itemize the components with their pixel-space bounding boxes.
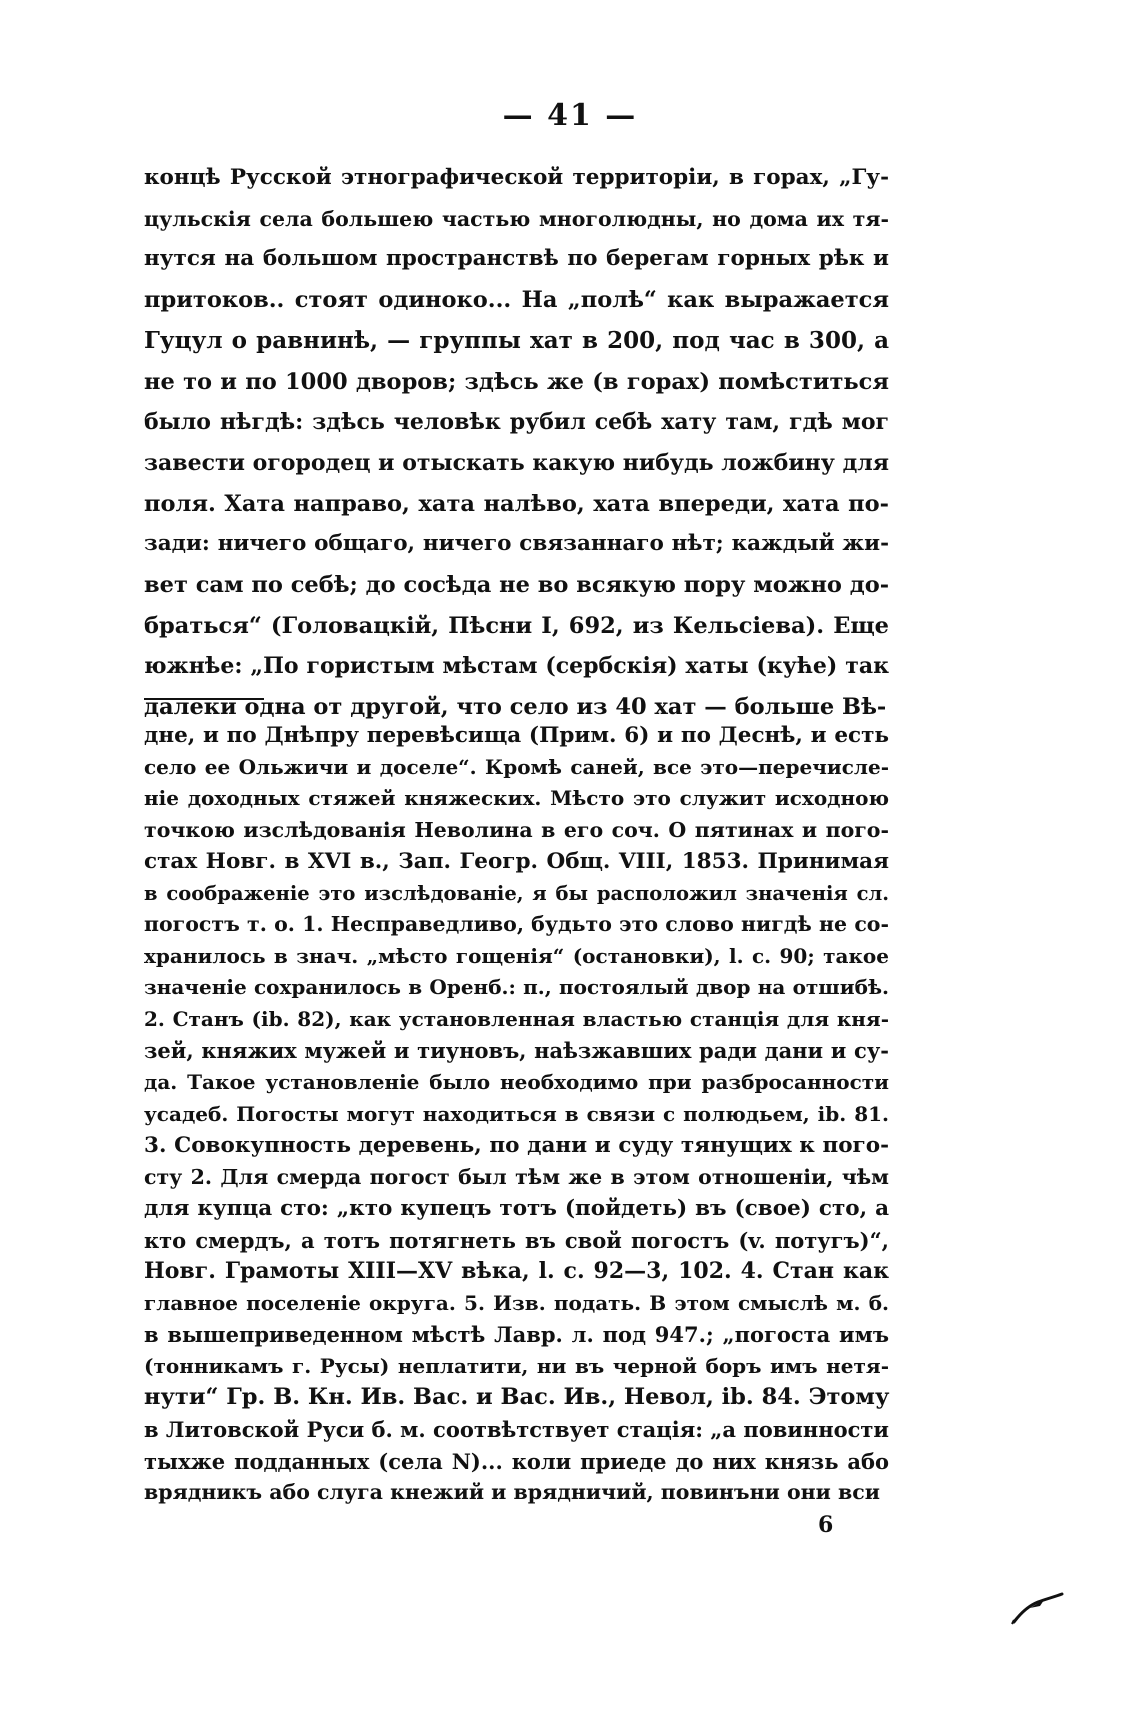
footnote-line: 3. Совокупность деревень, по дани и суду тянущих к пого- <box>144 1133 889 1159</box>
footnote-line: зей, княжих мужей и тиуновъ, наѣзжавших ради дани и су- <box>144 1038 889 1064</box>
footnote-line: село ее Ольжичи и доселе“. Кромѣ саней, все это—перечисле- <box>144 754 889 779</box>
footnote-line: для купца сто: „кто купецъ тотъ (пойдеть) въ (свое) сто, а <box>144 1196 889 1222</box>
footnote-text <box>144 720 889 1509</box>
main-text-line: было нѣгдѣ: здѣсь человѣк рубил себѣ хату там, гдѣ мог <box>144 409 889 436</box>
main-text-line: Гуцул о равнинѣ, — группы хат в 200, под час в 300, а <box>144 326 889 354</box>
main-text-line: зади: ничего общаго, ничего связаннаго нѣт; каждый жи- <box>144 531 889 557</box>
footnote-separator <box>144 698 264 700</box>
main-text-line: далеки одна от другой, что село из 40 хат — больше Вѣ- <box>144 694 887 721</box>
footnote-line: в вышеприведенном мѣстѣ Лавр. л. под 947.; „погоста имъ <box>144 1322 889 1348</box>
page-number: — 41 — <box>502 98 638 133</box>
footnote-line: в Литовской Руси б. м. соотвѣтствует стація: „а повинности <box>144 1417 889 1443</box>
main-text-line: нутся на большом пространствѣ по берегам горных рѣк и <box>144 246 889 272</box>
footnote-line: усадеб. Погосты могут находиться в связи с полюдьем, ib. 81. <box>144 1101 889 1126</box>
footnote-line: ніе доходных стяжей княжеских. Мѣсто это служит исходною <box>144 786 889 811</box>
footnote-line: нути“ Гр. В. Кн. Ив. Вас. и Вас. Ив., Невол, ib. 84. Этому <box>144 1384 890 1411</box>
main-text-line: южнѣе: „По гористым мѣстам (сербскія) хаты (куће) так <box>144 653 889 680</box>
footnote-line: хранилось в знач. „мѣсто гощенія“ (остановки), l. c. 90; такое <box>144 943 889 968</box>
main-text-line: цульскія села большею частью многолюдны, но дома их тя- <box>144 206 889 231</box>
pen-stroke-mark <box>1010 1592 1064 1626</box>
main-text-line: не то и по 1000 дворов; здѣсь же (в горах) помѣститься <box>144 368 889 395</box>
footnote-line: точкою изслѣдованія Неволина в его соч. О пятинах и пого- <box>144 817 889 842</box>
main-text-line: концѣ Русской этнографической территоріи, в горах, „Гу- <box>144 165 889 190</box>
main-text <box>144 158 889 728</box>
footnote-line: 2. Станъ (ib. 82), как установленная властью станція для кня- <box>144 1006 889 1031</box>
footnote-line: (тонникамъ г. Русы) неплатити, ни въ черной боръ имъ нетя- <box>144 1353 889 1378</box>
main-text-line: поля. Хата направо, хата налѣво, хата впереди, хата по- <box>144 490 889 517</box>
footnote-line: дне, и по Днѣпру перевѣсища (Прим. 6) и по Деснѣ, и есть <box>144 723 889 748</box>
footnote-line: тыхже подданных (села N)... коли приеде до них князь або <box>144 1448 889 1474</box>
footnote-line: кто смердъ, а тотъ потягнеть въ свой погостъ (v. потугъ)“, <box>144 1227 889 1253</box>
footnote-line: да. Такое установленіе было необходимо при разбросанности <box>144 1070 889 1095</box>
main-text-line: браться“ (Головацкій, Пѣсни I, 692, из Кельсіева). Еще <box>144 612 889 639</box>
footnote-line: в соображеніе это изслѣдованіе, я бы расположил значенія сл. <box>144 881 889 905</box>
main-text-line: завести огородец и отыскать какую нибудь ложбину для <box>144 449 889 476</box>
footnote-line: погостъ т. о. 1. Несправедливо, будьто это слово нигдѣ не со- <box>144 912 889 937</box>
footnote-line: значеніе сохранилось в Оренб.: п., постоялый двор на отшибѣ. <box>144 975 889 1000</box>
main-text-line: притоков.. стоят одиноко... На „полѣ“ как выражается <box>144 287 889 314</box>
main-text-line: вет сам по себѣ; до сосѣда не во всякую пору можно до- <box>144 572 890 599</box>
footnote-line: сту 2. Для смерда погост был тѣм же в этом отношеніи, чѣм <box>144 1164 889 1189</box>
footnote-line: врядникъ або слуга кнежий и врядничий, повинъни они вси <box>144 1480 880 1505</box>
signature-mark: 6 <box>818 1512 834 1538</box>
footnote-line: главное поселеніе округа. 5. Изв. подать. В этом смыслѣ м. б. <box>144 1290 889 1315</box>
footnote-line: стах Новг. в XVI в., Зап. Геогр. Общ. VIII, 1853. Принимая <box>144 849 889 875</box>
footnote-line: Новг. Грамоты XIII—XV вѣка, l. c. 92—3, 102. 4. Стан как <box>144 1258 889 1285</box>
